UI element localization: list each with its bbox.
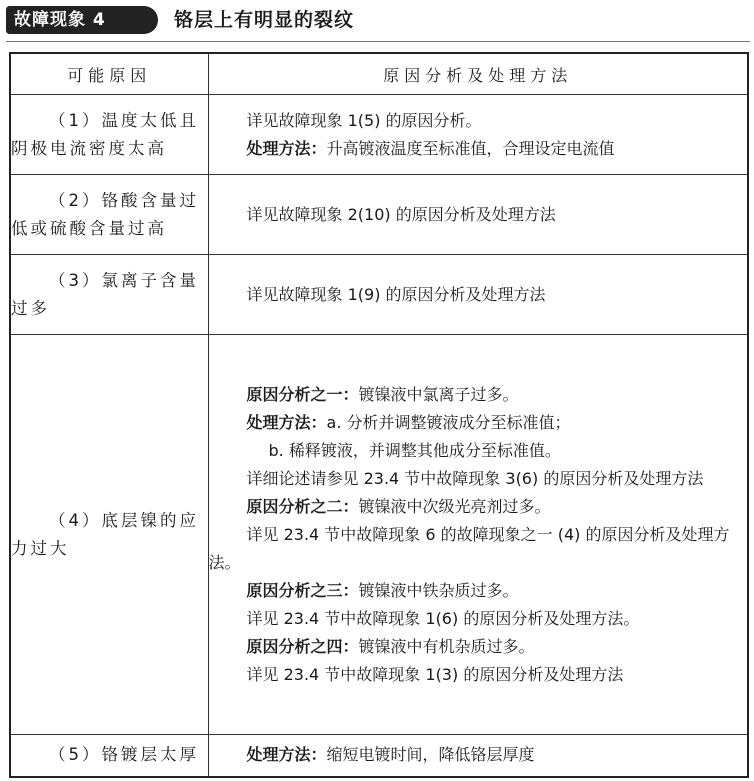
line-text: 详细论述请参见 23.4 节中故障现象 3(6) 的原因分析及处理方法 (246, 468, 704, 488)
cause-cell: （4）底层镍的应力过大 (10, 335, 208, 735)
header-divider (6, 41, 750, 42)
analysis-line (209, 605, 748, 633)
bold-lead: 原因分析之二： (246, 496, 359, 516)
line-text: a. 分析并调整镀液成分至标准值； (326, 412, 571, 432)
line-text: 镀镍液中氯离子过多。 (358, 384, 519, 404)
analysis-line (209, 381, 748, 409)
bold-lead: 处理方法： (246, 412, 327, 432)
analysis-line (209, 577, 748, 605)
bold-lead: 原因分析之一： (246, 384, 359, 404)
cause-cell: （5）铬镀层太厚 (10, 735, 208, 777)
table-row (10, 175, 748, 255)
line-text: 镀镍液中有机杂质过多。 (358, 636, 535, 656)
bold-lead: 处理方法： (246, 138, 327, 158)
analysis-line (209, 409, 748, 437)
column-header-cause: 可能原因 (10, 53, 208, 95)
analysis-cell (208, 735, 748, 777)
line-text: 镀镍液中铁杂质过多。 (358, 580, 519, 600)
line-text: 升高镀液温度至标准值，合理设定电流值 (326, 138, 615, 158)
analysis-line (209, 201, 748, 229)
cause-cell: （2）铬酸含量过低或硫酸含量过高 (10, 175, 208, 255)
line-text: 详见 23.4 节中故障现象 6 的故障现象之一 (4) 的原因分析及处理方法。 (208, 524, 730, 572)
cause-cell: （3）氯离子含量过多 (10, 255, 208, 335)
table-row (10, 735, 748, 777)
analysis-cell (208, 95, 748, 175)
line-text: 详见故障现象 2(10) 的原因分析及处理方法 (246, 204, 556, 224)
analysis-cell (208, 255, 748, 335)
table-row (10, 335, 748, 735)
bold-lead: 原因分析之四： (246, 636, 359, 656)
analysis-line (209, 661, 748, 689)
cause-cell: （1）温度太低且阴极电流密度太高 (10, 95, 208, 175)
analysis-line (209, 521, 748, 577)
section-header (6, 6, 750, 36)
analysis-cell (208, 175, 748, 255)
fault-analysis-table (9, 52, 749, 778)
bold-lead: 处理方法： (246, 745, 327, 765)
fault-title: 铬层上有明显的裂纹 (174, 9, 355, 31)
table-row (10, 95, 748, 175)
line-text: 缩短电镀时间，降低铬层厚度 (326, 745, 535, 765)
table-header-row (10, 53, 748, 95)
line-text: 镀镍液中次级光亮剂过多。 (358, 496, 551, 516)
analysis-cell (208, 335, 748, 735)
line-text: 详见故障现象 1(9) 的原因分析及处理方法 (246, 284, 546, 304)
line-text: b. 稀释镀液，并调整其他成分至标准值。 (268, 440, 561, 460)
analysis-line (209, 437, 748, 465)
analysis-line (209, 465, 748, 493)
column-header-analysis: 原因分析及处理方法 (208, 53, 748, 95)
analysis-line (209, 135, 748, 163)
line-text: 详见故障现象 1(5) 的原因分析。 (246, 110, 482, 130)
analysis-line (209, 281, 748, 309)
bold-lead: 原因分析之三： (246, 580, 359, 600)
table-row (10, 255, 748, 335)
line-text: 详见 23.4 节中故障现象 1(3) 的原因分析及处理方法 (246, 664, 624, 684)
analysis-line (209, 493, 748, 521)
line-text: 详见 23.4 节中故障现象 1(6) 的原因分析及处理方法。 (246, 608, 640, 628)
fault-label-badge: 故障现象 4 (6, 6, 158, 34)
analysis-line (209, 633, 748, 661)
analysis-line (209, 107, 748, 135)
analysis-line (209, 741, 748, 769)
